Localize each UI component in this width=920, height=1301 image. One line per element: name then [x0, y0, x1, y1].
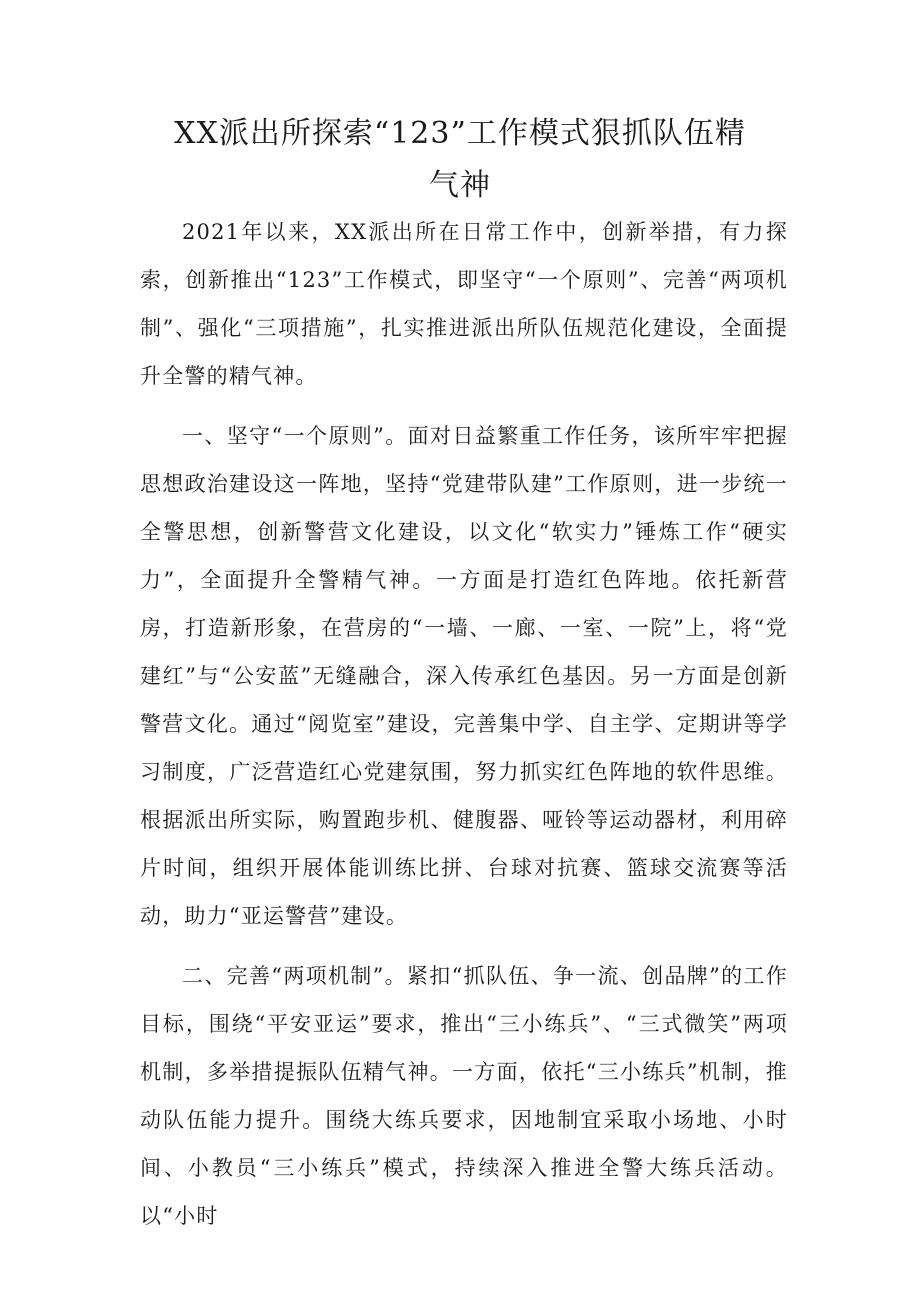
document-title [140, 108, 780, 212]
document-body [140, 208, 788, 1252]
title-line-2: 气神 [429, 168, 491, 203]
paragraph-section-two: 二、完善“两项机制”。紧扣“抓队伍、争一流、创品牌”的工作目标，围绕“平安亚运”要求，推出“三小练兵”、“三式微笑”两项机制，多举措提振队伍精气神。一方面，依托“三小练兵”机制，推动队伍能力提升。围绕大练兵要求，因地制宜采取小场地、小时间、小教员“三小练兵”模式，持续深入推进全警大练兵活动。以“小时 [140, 964, 788, 1228]
paragraph-section-one: 一、坚守“一个原则”。面对日益繁重工作任务，该所牢牢把握思想政治建设这一阵地，坚持“党建带队建”工作原则，进一步统一全警思想，创新警营文化建设，以文化“软实力”锤炼工作“硬实力”，全面提升全警精气神。一方面是打造红色阵地。依托新营房，打造新形象，在营房的“一墙、一廊、一室、一院”上，将“党建红”与“公安蓝”无缝融合，深入传承红色基因。另一方面是创新警营文化。通过“阅览室”建设，完善集中学、自主学、定期讲等学习制度，广泛营造红心党建氛围，努力抓实红色阵地的软件思维。根据派出所实际，购置跑步机、健腹器、哑铃等运动器材，利用碎片时间，组织开展体能训练比拼、台球对抗赛、篮球交流赛等活动，助力“亚运警营”建设。 [140, 424, 788, 928]
paragraph-intro: 2021年以来，XX派出所在日常工作中，创新举措，有力探索，创新推出“123”工作模式，即坚守“一个原则”、完善“两项机制”、强化“三项措施”，扎实推进派出所队伍规范化建设，全面提升全警的精气神。 [140, 220, 788, 388]
title-line-1: XX派出所探索“123”工作模式狠抓队伍精 [174, 116, 746, 151]
